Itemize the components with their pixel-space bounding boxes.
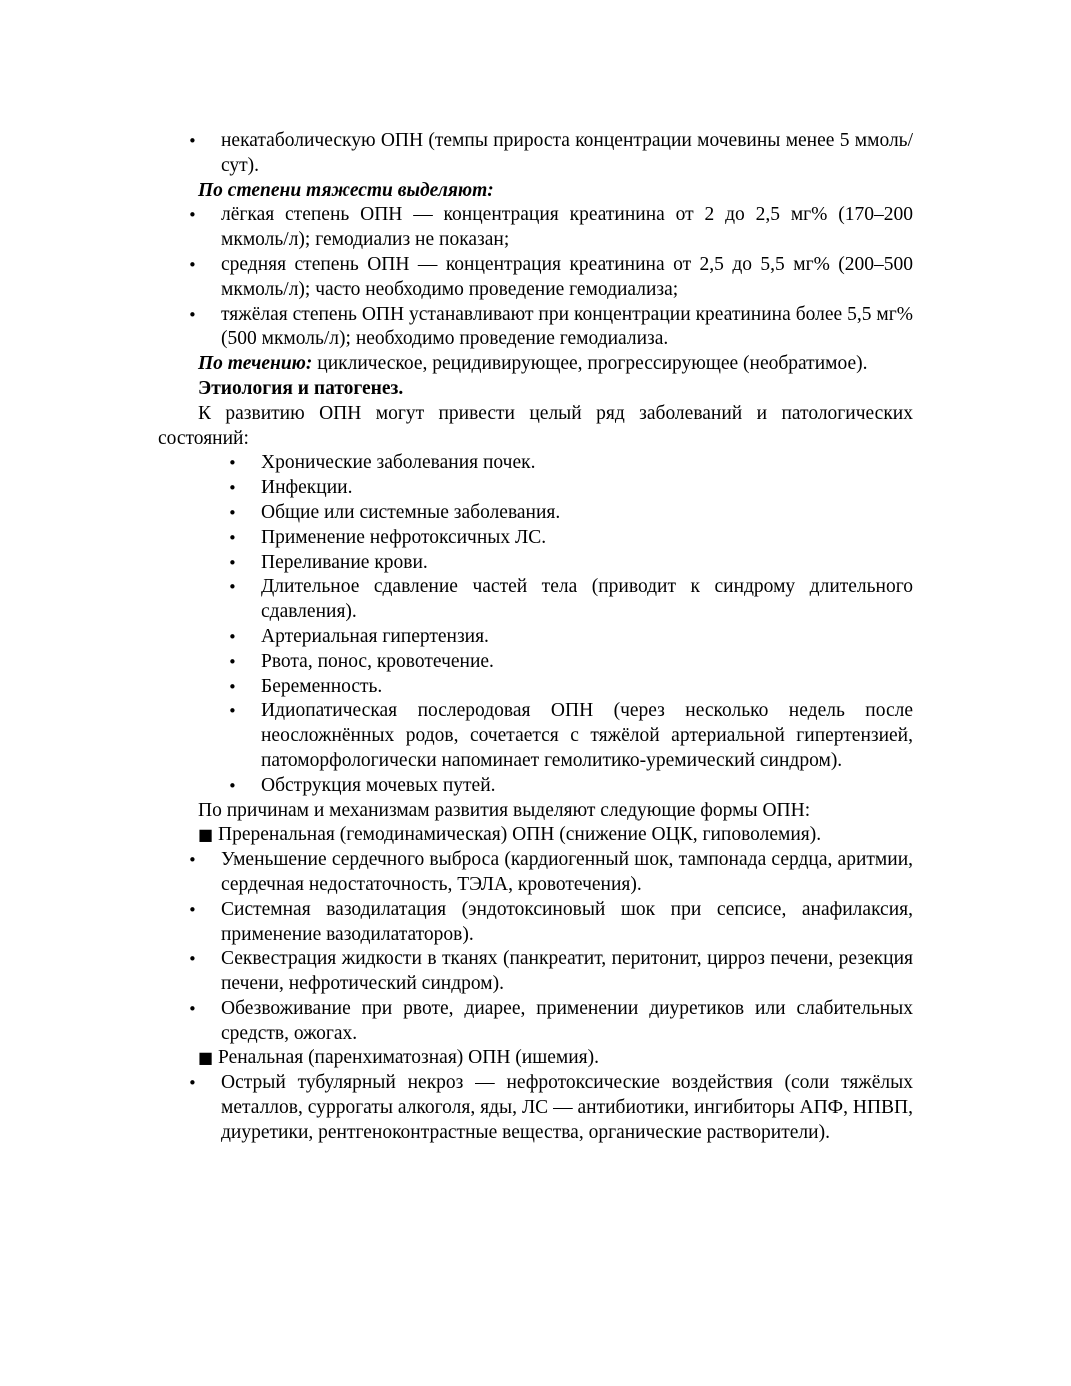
list-item-text: Применение нефротоксичных ЛС. xyxy=(261,526,547,548)
list-item-text: Секвестрация жидкости в тканях (панкреатит, перитонит, цирроз печени, резекция печени, нефротический синдром). xyxy=(221,948,913,995)
list-item xyxy=(158,947,913,997)
list-item xyxy=(158,303,913,353)
list-item xyxy=(158,699,913,773)
list-item-text: Инфекции. xyxy=(261,477,353,499)
prerenal-heading xyxy=(158,823,913,848)
list-item-text: Переливание крови. xyxy=(261,551,428,573)
list-item-text: Хронические заболевания почек. xyxy=(261,452,536,474)
list-item-text: Острый тубулярный некроз — нефротоксические воздействия (соли тяжёлых металлов, суррогаты алкоголя, яды, ЛС — антибиотики, ингибиторы АПФ, НПВП, диуретики, рентгеноконтрастные вещества, органические растворители). xyxy=(221,1072,913,1143)
list-item-text: Длительное сдавление частей тела (приводит к синдрому длительного сдавления). xyxy=(261,576,913,623)
list-item xyxy=(158,575,913,625)
list-item xyxy=(158,997,913,1047)
prerenal-text: Преренальная (гемодинамическая) ОПН (снижение ОЦК, гиповолемия). xyxy=(213,824,822,846)
list-item xyxy=(158,203,913,253)
list-item-text: Обезвоживание при рвоте, диарее, применении диуретиков или слабительных средств, ожогах. xyxy=(221,997,913,1044)
list-item-text: Уменьшение сердечного выброса (кардиогенный шок, тампонада сердца, аритмии, сердечная недостаточность, ТЭЛА, кровотечения). xyxy=(221,849,913,895)
list-item xyxy=(158,774,913,799)
course-paragraph xyxy=(158,352,913,377)
renal-heading xyxy=(158,1046,913,1071)
intro-paragraph: К развитию ОПН могут привести целый ряд заболеваний и патологических состояний: xyxy=(158,402,913,449)
list-item xyxy=(158,253,913,303)
course-text: циклическое, рецидивирующее, прогрессирующее (необратимое). xyxy=(312,353,868,375)
course-label: По течению: xyxy=(198,353,313,375)
list-item xyxy=(158,675,913,700)
list-item xyxy=(158,129,913,179)
forms-paragraph: По причинам и механизмам развития выделяют следующие формы ОПН: xyxy=(198,799,811,821)
list-item xyxy=(158,848,913,898)
list-item-text: Беременность. xyxy=(261,675,383,697)
list-item xyxy=(158,898,913,948)
list-item xyxy=(158,650,913,675)
list-item-text: Системная вазодилатация (эндотоксиновый шок при сепсисе, анафилаксия, применение вазодилататоров). xyxy=(221,898,913,945)
list-item-text: Рвота, понос, кровотечение. xyxy=(261,650,494,672)
square-bullet-icon: ■ xyxy=(198,825,214,845)
section-heading: Этиология и патогенез. xyxy=(198,377,404,399)
renal-text: Ренальная (паренхиматозная) ОПН (ишемия). xyxy=(213,1047,600,1069)
list-item xyxy=(158,1071,913,1145)
list-item xyxy=(158,551,913,576)
list-item-text: тяжёлая степень ОПН устанавливают при концентрации креатинина более 5,5 мг% (500 мкмоль/л); необходимо проведение гемодиализа. xyxy=(221,303,913,350)
list-item-text: Обструкция мочевых путей. xyxy=(261,774,496,796)
square-bullet-icon: ■ xyxy=(198,1048,214,1068)
list-item-text: лёгкая степень ОПН — концентрация креатинина от 2 до 2,5 мг% (170–200 мкмоль/л); гемодиализ не показан; xyxy=(221,204,913,251)
list-item-text: Артериальная гипертензия. xyxy=(261,625,489,647)
section-subheading: По степени тяжести выделяют: xyxy=(198,179,494,201)
list-item-text: некатаболическую ОПН (темпы прироста концентрации мочевины менее 5 ммоль/сут). xyxy=(221,130,913,176)
list-item-text: средняя степень ОПН — концентрация креатинина от 2,5 до 5,5 мг% (200–500 мкмоль/л); часто необходимо проведение гемодиализа; xyxy=(221,253,913,300)
page-content xyxy=(158,129,913,1146)
list-item xyxy=(158,526,913,551)
list-item-text: Общие или системные заболевания. xyxy=(261,501,561,523)
list-item xyxy=(158,625,913,650)
list-item-text: Идиопатическая послеродовая ОПН (через несколько недель после неосложнённых родов, сочетается с тяжёлой артериальной гипертензией, патоморфологически напоминает гемолитико-уремический синдром). xyxy=(261,700,913,771)
list-item xyxy=(158,451,913,476)
list-item xyxy=(158,501,913,526)
list-item xyxy=(158,476,913,501)
